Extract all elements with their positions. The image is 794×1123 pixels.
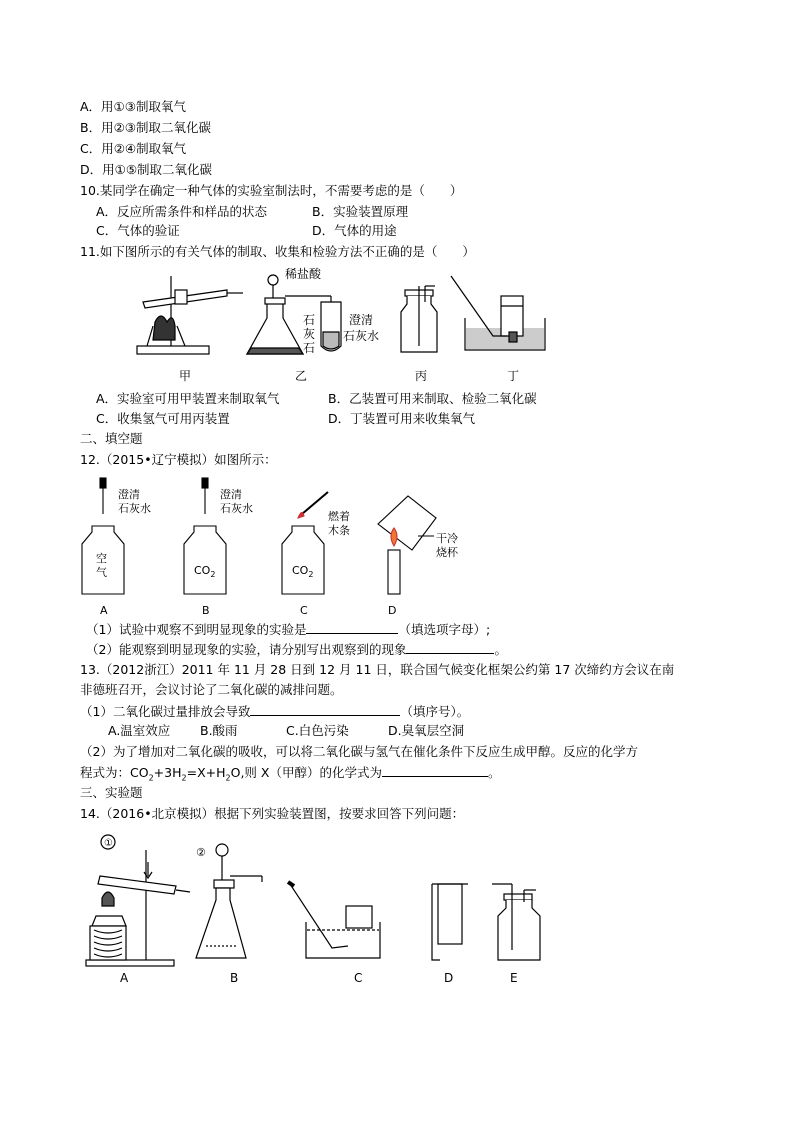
q10-option-a: A．反应所需条件和样品的状态 [96,204,268,219]
q13-option-c: C.白色污染 [286,723,349,738]
q10-option-b: B．实验装置原理 [312,204,409,219]
apparatus-jia [137,276,243,354]
q10-option-d: D．气体的用途 [312,223,397,238]
q13-option-b: B.酸雨 [200,723,238,738]
q13-option-d: D.臭氧层空洞 [388,723,465,738]
q12-figure [78,470,458,620]
label-stone-2: 灰 [303,327,316,341]
bottle-c [282,492,328,594]
label-ding: 丁 [507,369,520,383]
q13-option-a: A.温室效应 [108,723,171,738]
c-co2: $CO_2$ [292,564,314,579]
apparatus-c [288,882,380,958]
apparatus-bing [401,286,437,352]
q14-figure [80,832,550,988]
q12-blank-2[interactable] [406,640,494,654]
q13-blank-1[interactable] [250,702,400,716]
q12-part2: （2）能观察到明显现象的实验，请分别写出观察到的现象 。 [86,642,507,657]
a-air-2: 气 [96,566,107,579]
q11-option-a: A．实验室可用甲装置来制取氧气 [96,391,280,406]
c-burning-1: 燃着 [328,510,350,523]
apparatus-d [432,884,468,960]
label-acid: 稀盐酸 [285,267,322,281]
label-stone-3: 石 [303,341,316,355]
label-d: D [444,971,454,985]
label-c: C [300,604,308,617]
q13-blank-2[interactable] [382,763,488,777]
label-e: E [510,971,518,985]
section-fill-in: 二、填空题 [80,431,143,446]
label-a: A [100,604,108,617]
label-bing: 丙 [415,369,428,383]
apparatus-e [492,884,540,960]
apparatus-b [196,844,262,958]
q11-stem: 11.如下图所示的有关气体的制取、收集和检验方法不正确的是（ ） [80,244,475,259]
q13-line-1: 13.（2012浙江）2011 年 11 月 28 日到 12 月 11 日，联合国气候变化框架公约第 17 次缔约方会议在南 [80,662,675,677]
q11-option-b: B．乙装置可用来制取、检验二氧化碳 [328,391,537,406]
candle-beaker-d [378,496,436,594]
b-co2: $CO_2$ [194,564,216,579]
label-limewater-1: 澄清 [349,313,374,327]
label-jia: 甲 [179,369,192,383]
label-b: B [230,971,239,985]
q13-part2: （2）为了增加对二氧化碳的吸收，可以将二氧化碳与氢气在催化条件下反应生成甲醇。反应的化学方 [80,744,638,759]
q9-option-d: D．用①⑤制取二氧化碳 [80,162,213,177]
q11-option-d: D．丁装置可用来收集氧气 [328,411,476,426]
q14-stem: 14.（2016•北京模拟）根据下列实验装置图，按要求回答下列问题： [80,806,465,821]
c-burning-2: 木条 [328,524,350,537]
a-number: ① [104,838,113,849]
apparatus-a [86,835,190,966]
a-lime-2: 石灰水 [118,502,151,515]
label-b: B [202,604,210,617]
q10-stem: 10.某同学在确定一种气体的实验室制法时，不需要考虑的是（ ） [80,183,463,198]
apparatus-ding [451,276,545,350]
q12-part1: （1）试验中观察不到明显现象的实验是 （填选项字母）; [86,622,491,637]
q9-option-b: B．用②③制取二氧化碳 [80,120,211,135]
b-lime-1: 澄清 [220,488,242,501]
section-experiment: 三、实验题 [80,785,143,800]
label-yi: 乙 [295,369,308,383]
b-lime-2: 石灰水 [220,502,253,515]
label-c: C [354,971,363,985]
apparatus-yi [247,275,341,354]
d-beaker-2: 烧杯 [436,546,458,559]
a-air-1: 空 [96,552,107,565]
q12-stem: 12.（2015•辽宁模拟）如图所示： [80,452,277,467]
b-number: ② [196,846,206,859]
q11-figure [135,262,560,388]
q9-option-a: A．用①③制取氧气 [80,99,186,114]
q13-equation: 程式为：$CO_2+3H_2=X+H_2O$,则 X（甲醇）的化学式为 。 [80,765,501,783]
label-d: D [388,604,397,617]
d-beaker-1: 干冷 [436,532,458,545]
q12-blank-1[interactable] [306,620,398,634]
a-lime-1: 澄清 [118,488,140,501]
q13-part1: （1）二氧化碳过量排放会导致 （填序号）。 [80,704,470,719]
label-a: A [120,971,129,985]
q13-line-2: 非德班召开，会议讨论了二氧化碳的减排问题。 [80,682,343,697]
label-stone-1: 石 [303,313,316,327]
q10-option-c: C．气体的验证 [96,223,180,238]
q11-option-c: C．收集氢气可用丙装置 [96,411,230,426]
label-limewater-2: 石灰水 [343,329,380,343]
q9-option-c: C．用②④制取氧气 [80,141,187,156]
